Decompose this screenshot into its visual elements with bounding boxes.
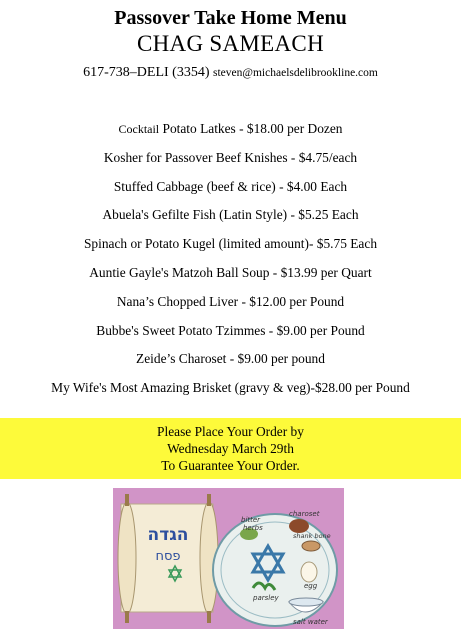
email-address[interactable]: steven@michaelsdelibrookline.com: [213, 67, 378, 79]
label-shank-bone: shank bone: [293, 532, 331, 540]
menu-item: [0, 233, 461, 262]
menu-item-text: My Wife's Most Amazing Brisket (gravy & veg)-$28.00 per Pound: [51, 380, 410, 396]
menu-item: [0, 377, 461, 406]
menu-item: [0, 348, 461, 377]
menu-item-text: Stuffed Cabbage (beef & rice) - $4.00 Each: [113, 178, 348, 194]
label-egg: egg: [304, 582, 318, 590]
contact-line: [0, 64, 461, 82]
menu-item-text: Bubbe's Sweet Potato Tzimmes - $9.00 per Pound: [96, 322, 365, 338]
menu-item: [0, 176, 461, 205]
label-parsley: parsley: [253, 594, 279, 602]
menu-item-text: Nana’s Chopped Liver - $12.00 per Pound: [116, 293, 345, 309]
menu-item: [0, 204, 461, 233]
scroll-icon: [118, 494, 218, 623]
order-deadline-banner: [0, 418, 461, 479]
menu-item-text: Zeide’s Charoset - $9.00 per pound: [136, 351, 325, 367]
holiday-greeting: CHAG SAMEACH: [137, 31, 324, 56]
banner-line: To Guarantee Your Order.: [161, 458, 300, 473]
menu-title: Passover Take Home Menu: [114, 7, 347, 29]
banner-line: Please Place Your Order by: [157, 424, 304, 439]
charoset-icon: [289, 519, 309, 533]
label-bitter: bitter: [241, 516, 261, 524]
shank-bone-icon: [302, 541, 320, 551]
menu-item-text: Spinach or Potato Kugel (limited amount)- $5.75 Each: [83, 236, 378, 252]
banner-line: Wednesday March 29th: [167, 441, 294, 456]
menu-item: [0, 118, 461, 147]
label-herbs: herbs: [243, 524, 263, 532]
menu-item-prefix: Cocktail: [118, 122, 160, 136]
menu-item-text: Potato Latkes - $18.00 per Dozen: [159, 121, 343, 136]
menu-list: [0, 118, 461, 406]
menu-item-text: Kosher for Passover Beef Knishes - $4.75/each: [103, 149, 358, 165]
menu-item: [0, 262, 461, 291]
label-charoset: charoset: [289, 510, 320, 518]
scroll-hebrew-pesach: פסח: [155, 549, 181, 564]
menu-item-text: Abuela's Gefilte Fish (Latin Style) - $5.25 Each: [102, 207, 359, 223]
menu-item-text: Auntie Gayle's Matzoh Ball Soup - $13.99 per Quart: [89, 264, 372, 280]
seder-plate-illustration: [113, 488, 344, 629]
menu-item: [0, 291, 461, 320]
scroll-hebrew-haggadah: הגדה: [147, 525, 189, 545]
menu-item: [0, 147, 461, 176]
menu-item: [0, 320, 461, 349]
egg-icon: [301, 562, 317, 582]
phone-number[interactable]: 617-738–DELI (3354): [83, 65, 210, 80]
label-salt-water: salt water: [293, 618, 328, 626]
